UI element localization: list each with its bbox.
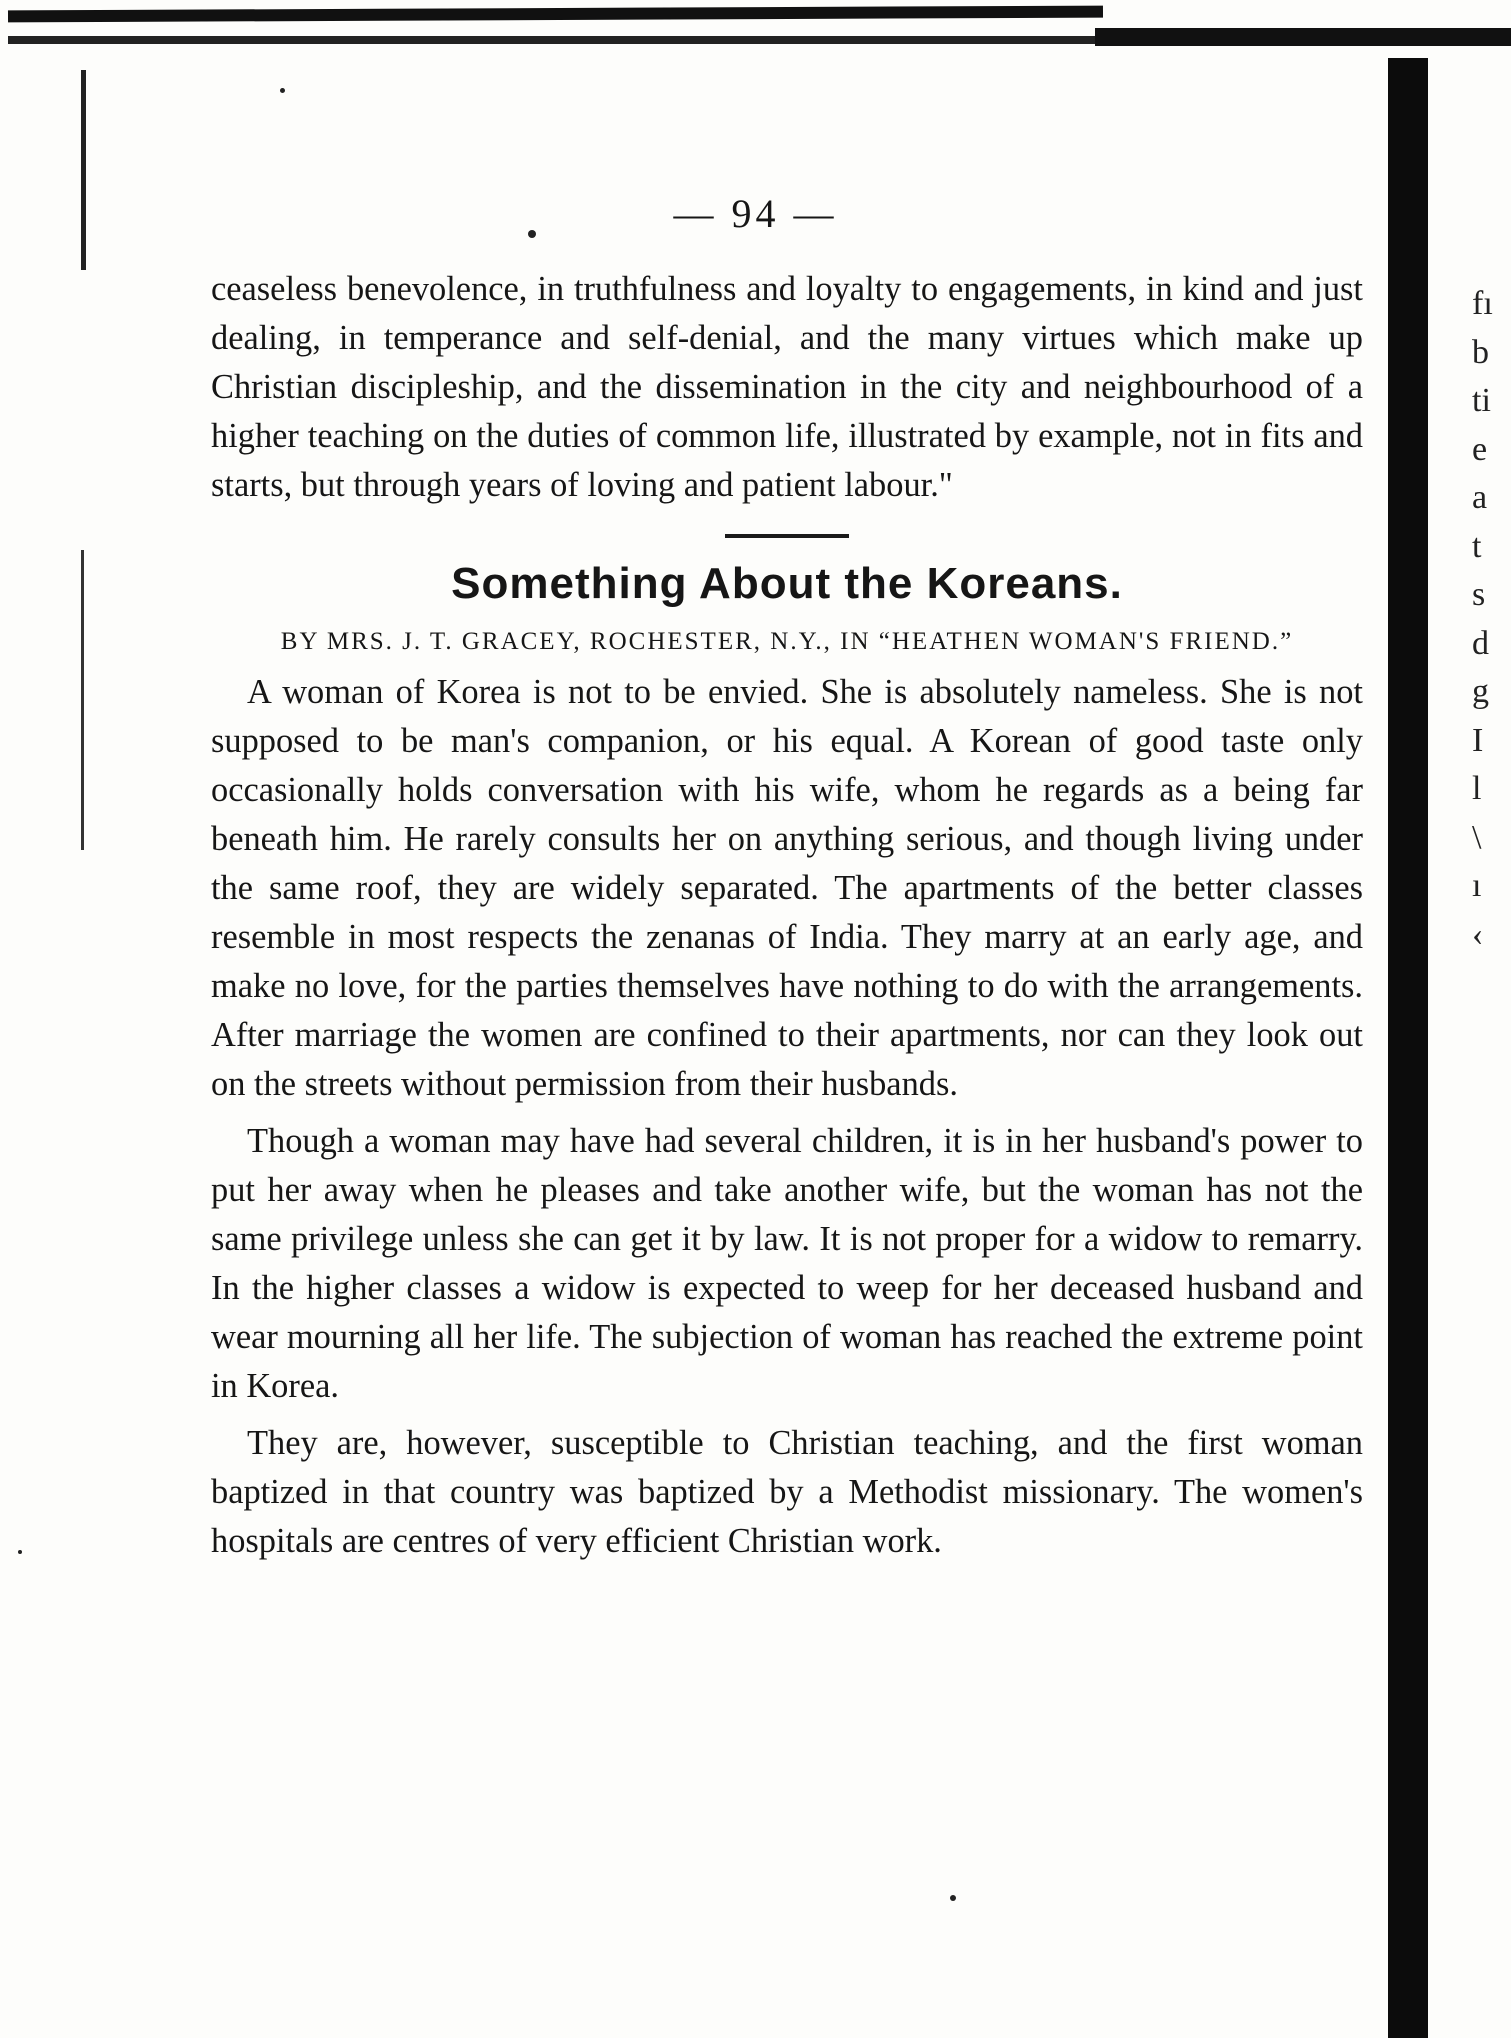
article-byline: BY MRS. J. T. GRACEY, ROCHESTER, N.Y., IN “HEATHEN WOMAN'S FRIEND.” xyxy=(280,628,1294,655)
facing-page-fragment: ti xyxy=(1472,382,1491,419)
left-margin-mark-lower xyxy=(81,550,84,850)
top-border-rule-lower xyxy=(8,36,1103,44)
facing-page-fragment: fı xyxy=(1472,285,1493,322)
facing-page-fragment: a xyxy=(1472,479,1488,516)
facing-page-fragment: \ xyxy=(1472,818,1482,856)
article-paragraph: Though a woman may have had several children, it is in her husband's power to put her away when he pleases and take another wife, but the woman has not the same privilege unless she can get it by law. It is not proper for a widow to remarry. In the higher classes a widow is expected to weep for her deceased husband and wear mourning all her life. The subjection of woman has reached the extreme point in Korea. xyxy=(211,1122,1363,1405)
section-separator xyxy=(725,534,849,538)
facing-page-fragment: l xyxy=(1472,770,1482,807)
top-border-rule xyxy=(8,6,1103,23)
article-title: Something About the Koreans. xyxy=(451,559,1123,608)
facing-page-fragment: ı xyxy=(1472,867,1482,904)
page-body xyxy=(211,265,1363,1566)
ink-speck xyxy=(18,1550,22,1554)
top-right-rule xyxy=(1095,28,1511,46)
page-number: — 94 — xyxy=(673,191,838,236)
facing-page-fragment: e xyxy=(1472,430,1488,468)
facing-page-fragment: ‹ xyxy=(1472,915,1484,953)
facing-page-fragments xyxy=(1472,280,1511,959)
left-margin-mark xyxy=(81,70,86,270)
facing-page-fragment: b xyxy=(1472,333,1489,371)
ink-speck xyxy=(280,88,285,93)
book-spine-shadow xyxy=(1388,58,1428,2038)
facing-page-fragment: t xyxy=(1472,527,1482,565)
ink-speck xyxy=(950,1895,956,1901)
continued-paragraph: ceaseless benevolence, in truthfulness and loyalty to engagements, in kind and just dealing, in temperance and self-denial, and the many virtues which make up Christian discipleship, and the dissemination in the city and neighbourhood of a higher teaching on the duties of common life, illustrated by example, not in fits and starts, but through years of loving and patient labour." xyxy=(211,270,1363,504)
facing-page-fragment: g xyxy=(1472,673,1489,710)
article-paragraph: A woman of Korea is not to be envied. She is absolutely nameless. She is not supposed to be man's companion, or his equal. A Korean of good taste only occasionally holds conversation with his wife, whom he regards as a being far beneath him. He rarely consults her on anything serious, and though living under the same roof, they are widely separated. The apartments of the better classes resemble in most respects the zenanas of India. They marry at an early age, and make no love, for the parties themselves have nothing to do with the arrangements. After marriage the women are confined to their apartments, nor can they look out on the streets without permission from their husbands. xyxy=(211,673,1363,1103)
facing-page-fragment: s xyxy=(1472,576,1486,613)
facing-page-fragment: d xyxy=(1472,624,1489,662)
facing-page-fragment: I xyxy=(1472,721,1484,759)
article-paragraph: They are, however, susceptible to Christian teaching, and the first woman baptized in that country was baptized by a Methodist missionary. The women's hospitals are centres of very efficient Christian work. xyxy=(211,1424,1363,1560)
